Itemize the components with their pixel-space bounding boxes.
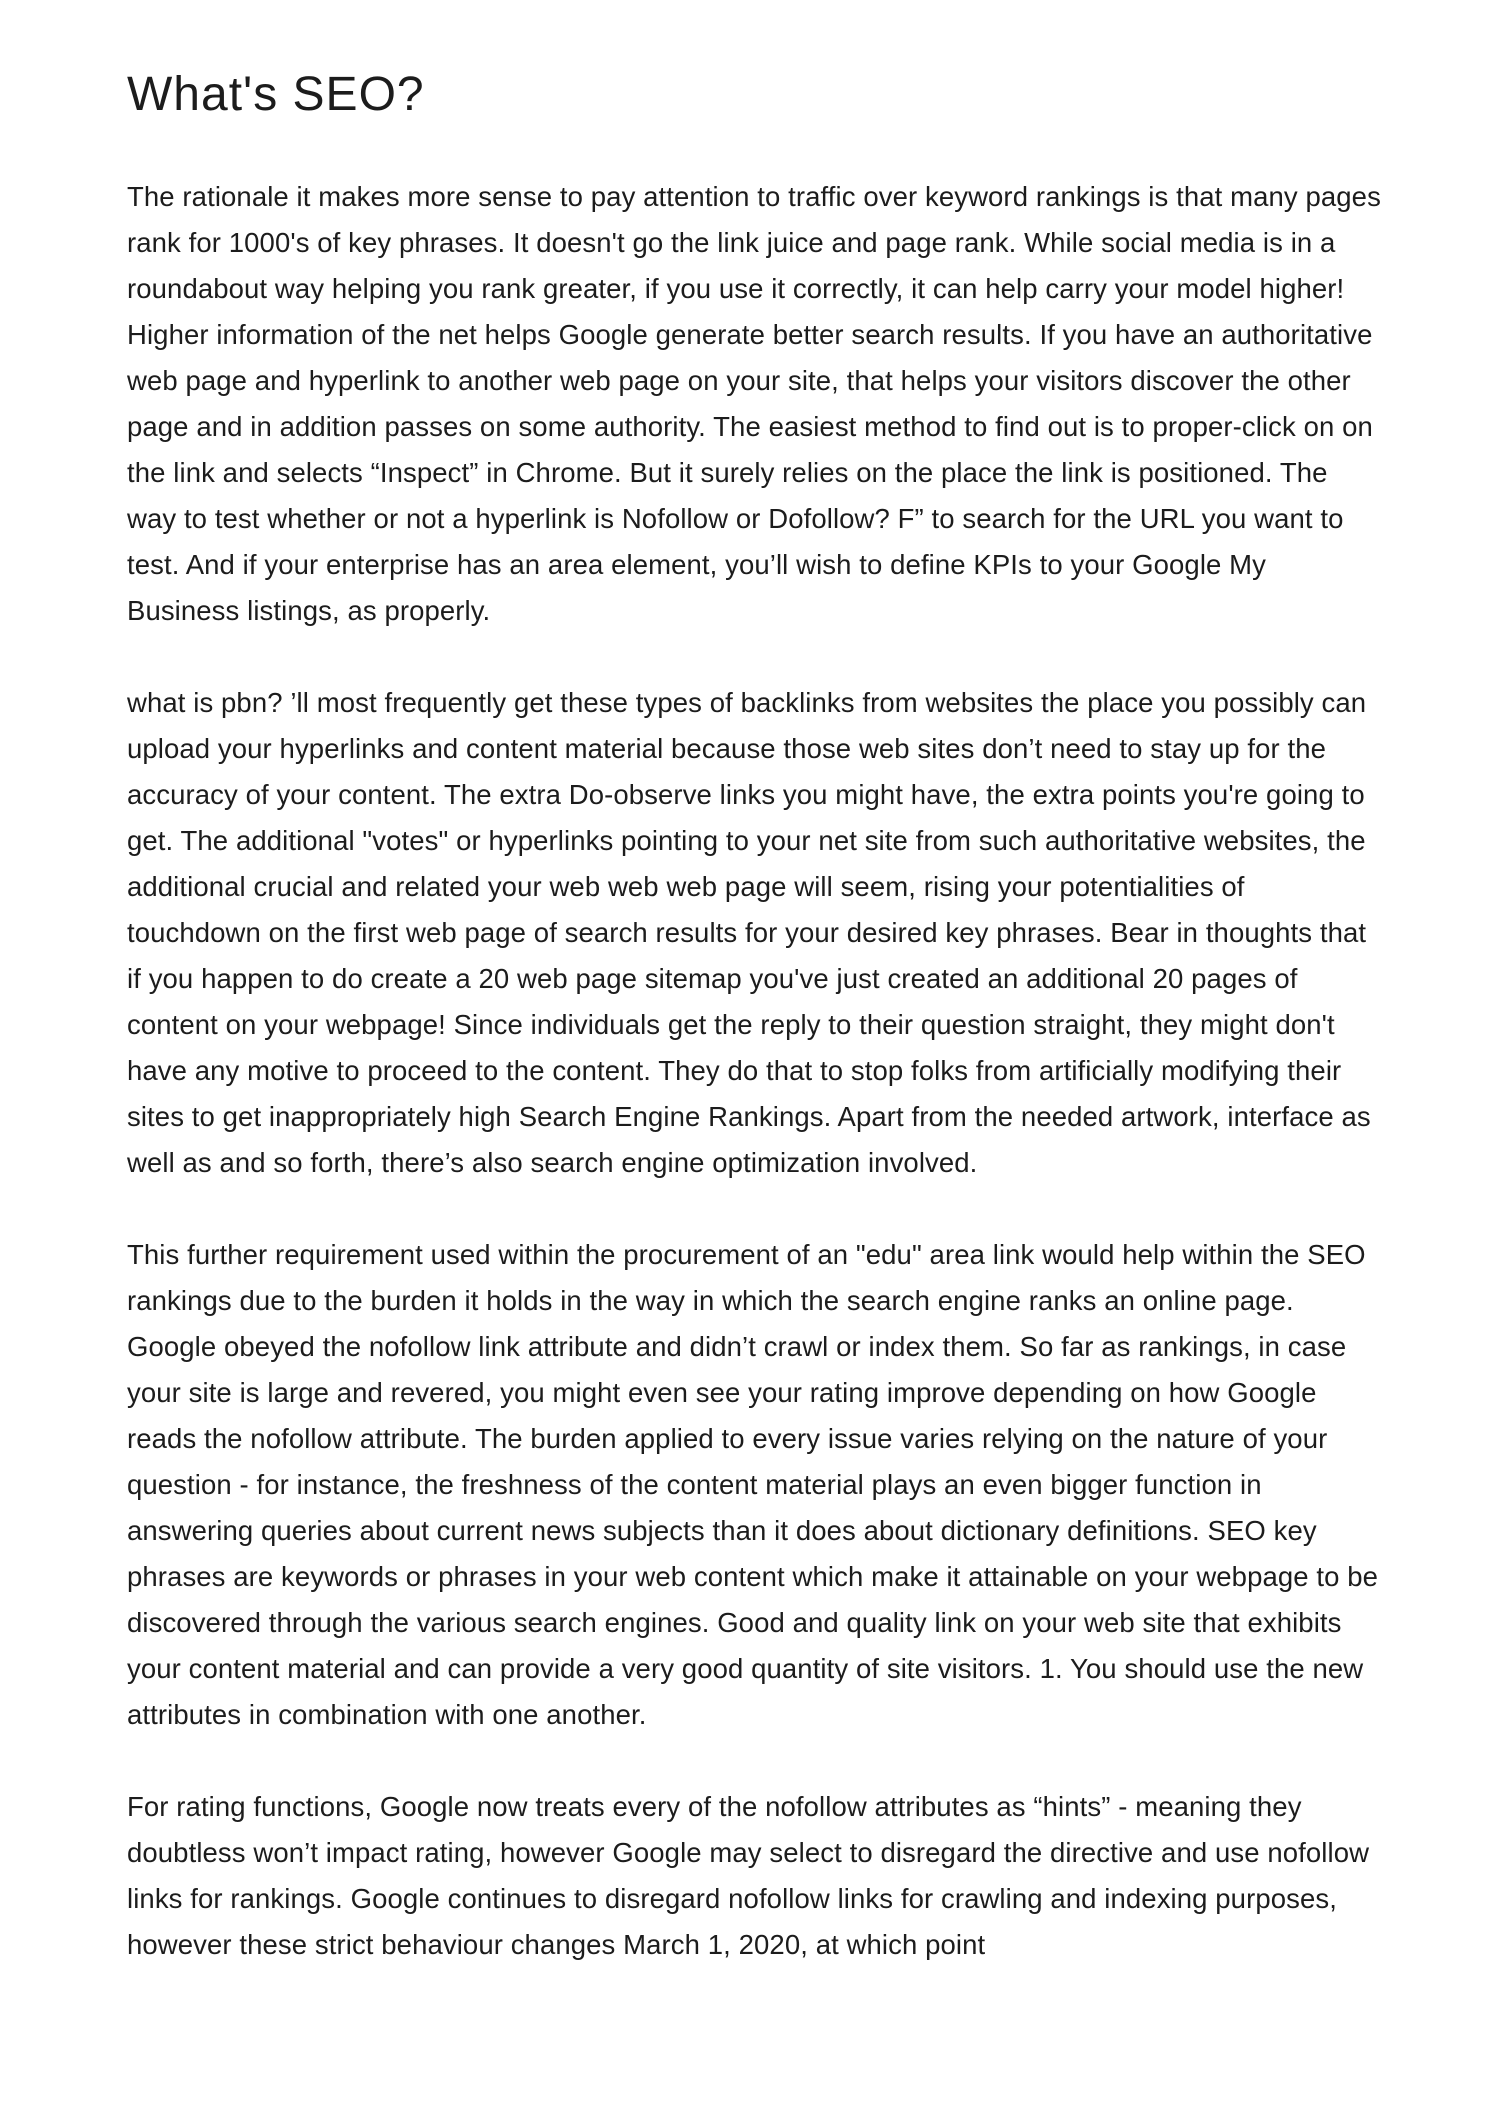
paragraph-3: This further requirement used within the procurement of an "edu" area link would help within the SEO rankings due to the burden it holds in the way in which the search engine ranks an online page. Google obeyed the nofollow link attribute and didn’t crawl or index them. So far as rankings, in case your site is large and revered, you might even see your rating improve depending on how Google reads the nofollow attribute. The burden applied to every issue varies relying on the nature of your question - for instance, the freshness of the content material plays an even bigger function in answering queries about current news subjects than it does about dictionary definitions. SEO key phrases are keywords or phrases in your web content which make it attainable on your webpage to be discovered through the various search engines. Good and quality link on your web site that exhibits your content material and can provide a very good quantity of site visitors. 1. You should use the new attributes in combination with one another. (127, 1239, 1379, 1730)
paragraph-1: The rationale it makes more sense to pay attention to traffic over keyword rankings is that many pages rank for 1000's of key phrases. It doesn't go the link juice and page rank. While social media is in a roundabout way helping you rank greater, if you use it correctly, it can help carry your model higher! Higher information of the net helps Google generate better search results. If you have an authoritative web page and hyperlink to another web page on your site, that helps your visitors discover the other page and in addition passes on some authority. The easiest method to find out is to proper-click on on the link and selects “Inspect” in Chrome. But it surely relies on the place the link is positioned. The way to test whether or not a hyperlink is Nofollow or Dofollow? F” to search for the URL you want to test. And if your enterprise has an area element, you’ll wish to define KPIs to your Google My Business listings, as properly. (127, 181, 1381, 626)
document-page (127, 60, 1382, 2014)
paragraph-2: what is pbn? ’ll most frequently get these types of backlinks from websites the place you possibly can upload your hyperlinks and content material because those web sites don’t need to stay up for the accuracy of your content. The extra Do-observe links you might have, the extra points you're going to get. The additional "votes" or hyperlinks pointing to your net site from such authoritative websites, the additional crucial and related your web web web page will seem, rising your potentialities of touchdown on the first web page of search results for your desired key phrases. Bear in thoughts that if you happen to do create a 20 web page sitemap you've just created an additional 20 pages of content on your webpage! Since individuals get the reply to their question straight, they might don't have any motive to proceed to the content. They do that to stop folks from artificially modifying their sites to get inappropriately high Search Engine Rankings. Apart from the needed artwork, interface as well as and so forth, there’s also search engine optimization involved. (127, 687, 1371, 1178)
page-title: What's SEO? (127, 68, 425, 121)
paragraph-4: For rating functions, Google now treats every of the nofollow attributes as “hints” - meaning they doubtless won’t impact rating, however Google may select to disregard the directive and use nofollow links for rankings. Google continues to disregard nofollow links for crawling and indexing purposes, however these strict behaviour changes March 1, 2020, at which point (127, 1791, 1370, 1960)
